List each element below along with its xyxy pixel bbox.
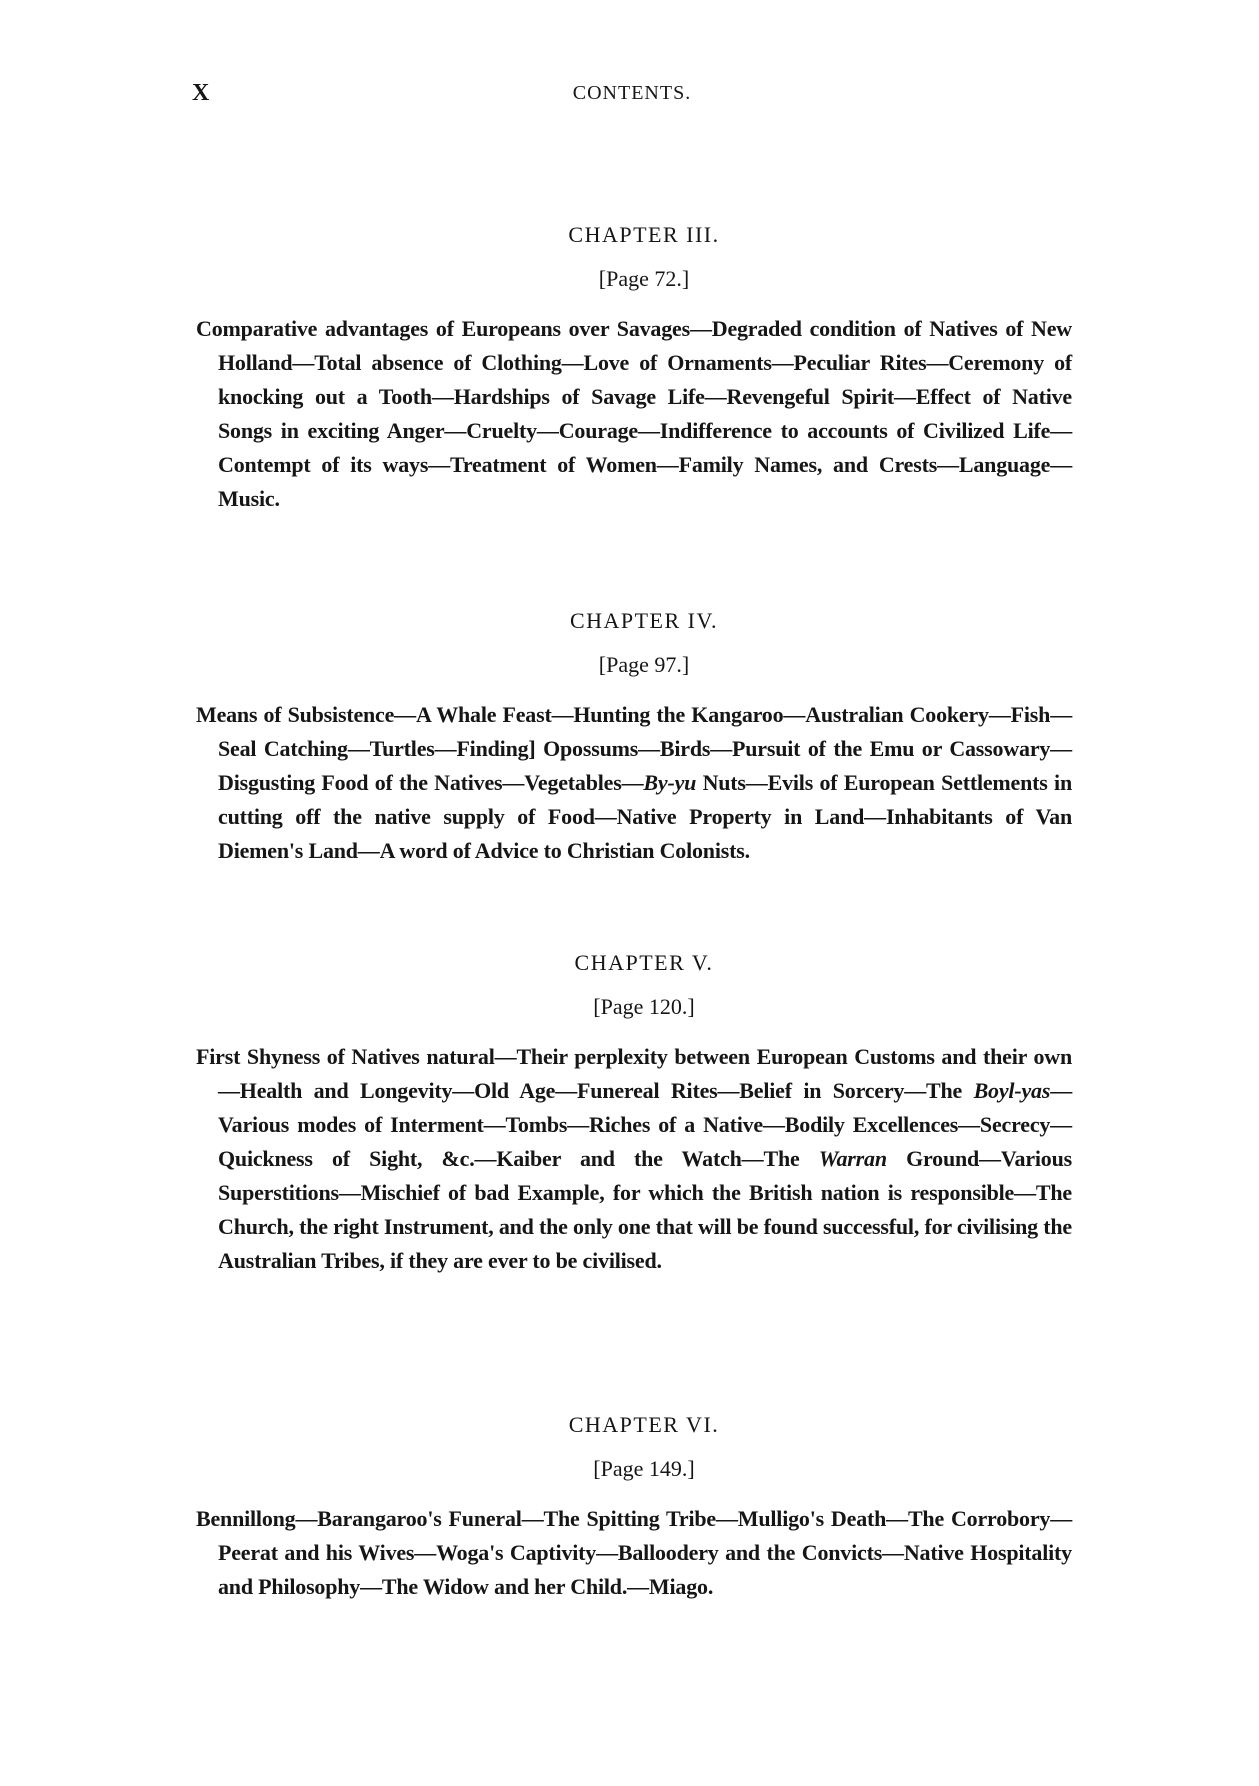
summary-italic-term: Warran [818,1146,887,1171]
summary-text: Means of Subsistence—A Whale Feast—Hunting the Kangaroo—Australian Cookery—Fish—Seal Catching—Turtles—Finding] Opossums—Birds—Pursuit of the Emu or Cassowary—Disgusting Food of the Natives—Vegetables— [196,702,1072,795]
chapter-page-ref: [Page 149.] [593,1456,695,1481]
chapter-title: CHAPTER VI. [568,1412,720,1437]
summary-italic-term: By-yu [643,770,697,795]
summary-italic-term: Boyl-yas [973,1078,1051,1103]
chapter-summary: Bennillong—Barangaroo's Funeral—The Spitting Tribe—Mulligo's Death—The Corrobory—Peerat and his Wives—Woga's Captivity—Balloodery and the Convicts—Native Hospitality and Philosophy—The Widow and her Child.—Miago. [196,1506,1072,1599]
chapter-title: CHAPTER III. [568,222,720,247]
summary-text: —Various modes of Interment—Tombs—Riches of a Native—Bodily Excellences—Secrecy—Quickness of Sight, &c.—Kaiber and the Watch—The [218,1078,1072,1171]
chapter-iv-entry [196,608,1072,868]
summary-text: Ground—Various Superstitions—Mischief of bad Example, for which the British nation is responsible—The Church, the right Instrument, and the only one that will be found successful, for civilising the Australian Tribes, if they are ever to be civilised. [218,1146,1072,1273]
chapter-iii-entry [196,222,1072,516]
chapter-v-entry [196,950,1072,1278]
chapter-title: CHAPTER IV. [569,608,719,633]
running-head [192,80,1072,110]
running-head-title: CONTENTS. [572,82,692,104]
summary-text: Nuts—Evils of European Settlements in cutting off the native supply of Food—Native Property in Land—Inhabitants of Van Diemen's Land—A word of Advice to Christian Colonists. [218,770,1072,863]
chapter-summary [196,698,1072,868]
chapter-summary [196,1040,1072,1278]
chapter-page-ref: [Page 120.] [593,994,695,1019]
chapter-summary: Comparative advantages of Europeans over Savages—Degraded condition of Natives of New Holland—Total absence of Clothing—Love of Ornaments—Peculiar Rites—Ceremony of knocking out a Tooth—Hardships of Savage Life—Revengeful Spirit—Effect of Native Songs in exciting Anger—Cruelty—Courage—Indifference to accounts of Civilized Life—Contempt of its ways—Treatment of Women—Family Names, and Crests—Language—Music. [196,316,1072,511]
chapter-page-ref: [Page 72.] [598,266,690,291]
chapter-vi-entry [196,1412,1072,1604]
chapter-page-ref: [Page 97.] [598,652,690,677]
chapter-title: CHAPTER V. [574,950,714,975]
page-folio: X [192,80,211,106]
summary-text: First Shyness of Natives natural—Their perplexity between European Customs and their own—Health and Longevity—Old Age—Funereal Rites—Belief in Sorcery—The [196,1044,1072,1103]
